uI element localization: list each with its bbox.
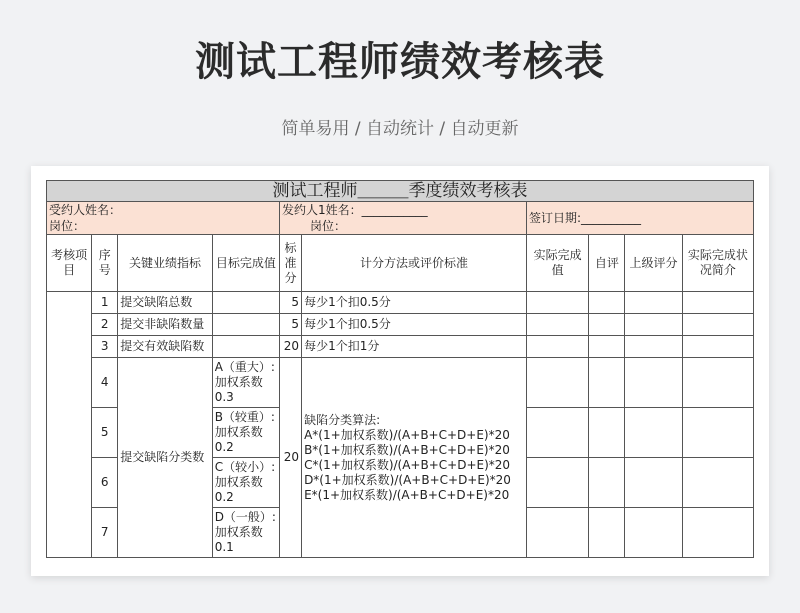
row-score: 5 <box>279 292 301 314</box>
weight-value: 0.3 <box>214 390 234 404</box>
weight-value: 0.2 <box>214 490 234 504</box>
row-actual[interactable] <box>527 408 589 458</box>
col-header-score: 标准分 <box>279 235 301 292</box>
weight-value: 0.2 <box>214 440 234 454</box>
row-superior[interactable] <box>625 408 682 458</box>
method-line: A*(1+加权系数)/(A+B+C+D+E)*20 <box>304 427 510 442</box>
row-self[interactable] <box>589 408 625 458</box>
row-no: 1 <box>92 292 118 314</box>
row-actual[interactable] <box>527 336 589 358</box>
col-header-actual: 实际完成值 <box>527 235 589 292</box>
table-row <box>47 314 754 336</box>
col-header-kpi: 关键业绩指标 <box>118 235 212 292</box>
page-subtitle: 简单易用 / 自动统计 / 自动更新 <box>281 119 519 139</box>
row-no: 2 <box>92 314 118 336</box>
weight-cell <box>212 508 279 558</box>
method-line: 缺陷分类算法: <box>304 412 381 427</box>
row-method: 每少1个扣0.5分 <box>302 292 527 314</box>
row-target[interactable] <box>212 292 279 314</box>
row-summary[interactable] <box>682 458 753 508</box>
row-actual[interactable] <box>527 508 589 558</box>
row-superior[interactable] <box>625 358 682 408</box>
sign-date-cell[interactable] <box>527 202 754 235</box>
party-a-cell[interactable] <box>47 202 280 235</box>
sign-date-label: 签订日期:__________ <box>529 211 642 225</box>
row-superior[interactable] <box>625 508 682 558</box>
performance-table <box>46 180 754 558</box>
party-b-cell[interactable] <box>279 202 526 235</box>
table-row <box>47 336 754 358</box>
row-self[interactable] <box>589 314 625 336</box>
col-header-superior: 上级评分 <box>625 235 682 292</box>
party-a-name-label: 受约人姓名： <box>49 203 122 217</box>
col-header-target: 目标完成值 <box>212 235 279 292</box>
row-superior[interactable] <box>625 336 682 358</box>
method-line: D*(1+加权系数)/(A+B+C+D+E)*20 <box>304 472 511 487</box>
row-actual[interactable] <box>527 358 589 408</box>
row-superior[interactable] <box>625 458 682 508</box>
weight-label: 加权系数 <box>214 475 263 489</box>
col-header-method: 计分方法或评价标准 <box>302 235 527 292</box>
weight-label: 加权系数 <box>214 425 263 439</box>
weight-level: C（较小）: <box>214 460 276 474</box>
row-kpi: 提交非缺陷数量 <box>118 314 212 336</box>
defect-method <box>302 358 527 558</box>
row-method: 每少1个扣1分 <box>302 336 527 358</box>
row-method: 每少1个扣0.5分 <box>302 314 527 336</box>
sheet-title: 测试工程师＿＿＿季度绩效考核表 <box>47 181 754 202</box>
weight-level: A（重大）: <box>214 360 275 374</box>
table-row <box>47 358 754 408</box>
row-summary[interactable] <box>682 292 753 314</box>
row-no: 7 <box>92 508 118 558</box>
method-line: E*(1+加权系数)/(A+B+C+D+E)*20 <box>304 487 510 502</box>
weight-label: 加权系数 <box>214 525 263 539</box>
row-no: 6 <box>92 458 118 508</box>
row-self[interactable] <box>589 508 625 558</box>
row-kpi: 提交有效缺陷数 <box>118 336 212 358</box>
row-no: 5 <box>92 408 118 458</box>
row-self[interactable] <box>589 358 625 408</box>
defect-kpi: 提交缺陷分类数 <box>118 358 212 558</box>
row-score: 20 <box>279 336 301 358</box>
party-b-name-label: 发约人1姓名：___________ <box>281 203 428 217</box>
row-actual[interactable] <box>527 314 589 336</box>
row-summary[interactable] <box>682 358 753 408</box>
page-title: 测试工程师绩效考核表 <box>195 39 605 85</box>
row-superior[interactable] <box>625 292 682 314</box>
row-target[interactable] <box>212 336 279 358</box>
row-self[interactable] <box>589 336 625 358</box>
col-header-self: 自评 <box>589 235 625 292</box>
weight-label: 加权系数 <box>214 375 263 389</box>
party-b-post-label: 岗位： <box>309 219 346 233</box>
row-kpi: 提交缺陷总数 <box>118 292 212 314</box>
weight-cell <box>212 408 279 458</box>
row-no: 4 <box>92 358 118 408</box>
column-header-row <box>47 235 754 292</box>
item-cell[interactable] <box>47 292 92 558</box>
weight-level: B（较重）: <box>214 410 275 424</box>
defect-score: 20 <box>279 358 301 558</box>
row-summary[interactable] <box>682 408 753 458</box>
spreadsheet-preview <box>31 166 769 576</box>
row-summary[interactable] <box>682 336 753 358</box>
row-self[interactable] <box>589 292 625 314</box>
method-line: C*(1+加权系数)/(A+B+C+D+E)*20 <box>304 457 511 472</box>
row-summary[interactable] <box>682 314 753 336</box>
row-self[interactable] <box>589 458 625 508</box>
row-superior[interactable] <box>625 314 682 336</box>
row-no: 3 <box>92 336 118 358</box>
weight-value: 0.1 <box>214 540 234 554</box>
row-target[interactable] <box>212 314 279 336</box>
row-score: 5 <box>279 314 301 336</box>
row-actual[interactable] <box>527 458 589 508</box>
weight-level: D（一般）: <box>214 510 276 524</box>
weight-cell <box>212 458 279 508</box>
table-row <box>47 292 754 314</box>
method-line: B*(1+加权系数)/(A+B+C+D+E)*20 <box>304 442 510 457</box>
row-actual[interactable] <box>527 292 589 314</box>
row-summary[interactable] <box>682 508 753 558</box>
party-a-post-label: 岗位： <box>49 219 86 233</box>
weight-cell <box>212 358 279 408</box>
col-header-item: 考核项目 <box>47 235 92 292</box>
col-header-no: 序号 <box>92 235 118 292</box>
col-header-summary: 实际完成状况简介 <box>682 235 753 292</box>
